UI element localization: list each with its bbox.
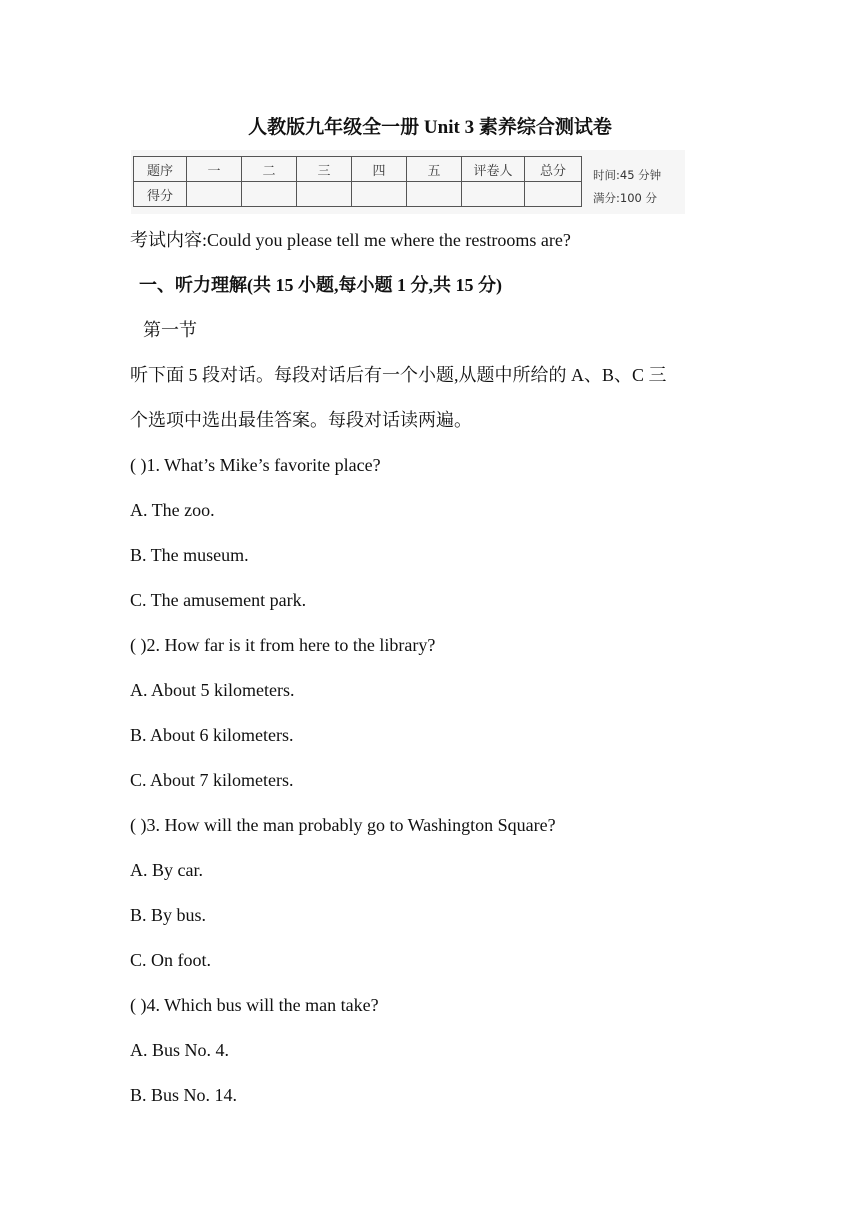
exam-info: [593, 164, 661, 210]
score-header-cell: 五: [407, 157, 462, 182]
question-3: ( )3. How will the man probably go to Washington Square?: [130, 815, 556, 835]
instructions-line: 个选项中选出最佳答案。每段对话读两遍。: [130, 410, 472, 430]
exam-full-score: 满分:100 分: [593, 191, 657, 205]
part-label: 第一节: [143, 320, 197, 340]
question-2: ( )2. How far is it from here to the library?: [130, 635, 436, 655]
score-cell: [407, 182, 462, 207]
score-cell: [525, 182, 582, 207]
option-b: B. By bus.: [130, 905, 207, 925]
option-c: C. On foot.: [130, 950, 211, 970]
option-a: A. By car.: [130, 860, 203, 880]
score-table-header-row: [134, 157, 582, 182]
option-c: C. The amusement park.: [130, 590, 307, 610]
option-a: A. The zoo.: [130, 500, 215, 520]
score-cell: [242, 182, 297, 207]
score-table-score-row: [134, 182, 582, 207]
score-table: [133, 156, 582, 207]
exam-content-line: 考试内容:Could you please tell me where the restrooms are?: [130, 230, 571, 250]
score-header-cell: 一: [187, 157, 242, 182]
score-cell: [187, 182, 242, 207]
score-header-cell: 四: [352, 157, 407, 182]
score-cell: [462, 182, 525, 207]
score-cell: [352, 182, 407, 207]
section-title: 一、听力理解(共 15 小题,每小题 1 分,共 15 分): [139, 275, 502, 295]
option-a: A. Bus No. 4.: [130, 1040, 230, 1060]
score-header-cell: 题序: [134, 157, 187, 182]
score-header-cell: 总分: [525, 157, 582, 182]
score-header-cell: 二: [242, 157, 297, 182]
score-header-cell: 三: [297, 157, 352, 182]
page-title: 人教版九年级全一册 Unit 3 素养综合测试卷: [248, 117, 612, 138]
option-b: B. About 6 kilometers.: [130, 725, 294, 745]
option-a: A. About 5 kilometers.: [130, 680, 295, 700]
score-cell: [297, 182, 352, 207]
option-b: B. Bus No. 14.: [130, 1085, 238, 1105]
question-4: ( )4. Which bus will the man take?: [130, 995, 379, 1015]
score-table-area: [131, 150, 685, 214]
score-row-label: 得分: [134, 182, 187, 207]
option-c: C. About 7 kilometers.: [130, 770, 294, 790]
score-header-cell: 评卷人: [462, 157, 525, 182]
option-b: B. The museum.: [130, 545, 249, 565]
question-1: ( )1. What’s Mike’s favorite place?: [130, 455, 381, 475]
exam-time: 时间:45 分钟: [593, 168, 662, 182]
instructions-line: 听下面 5 段对话。每段对话后有一个小题,从题中所给的 A、B、C 三: [130, 365, 667, 385]
